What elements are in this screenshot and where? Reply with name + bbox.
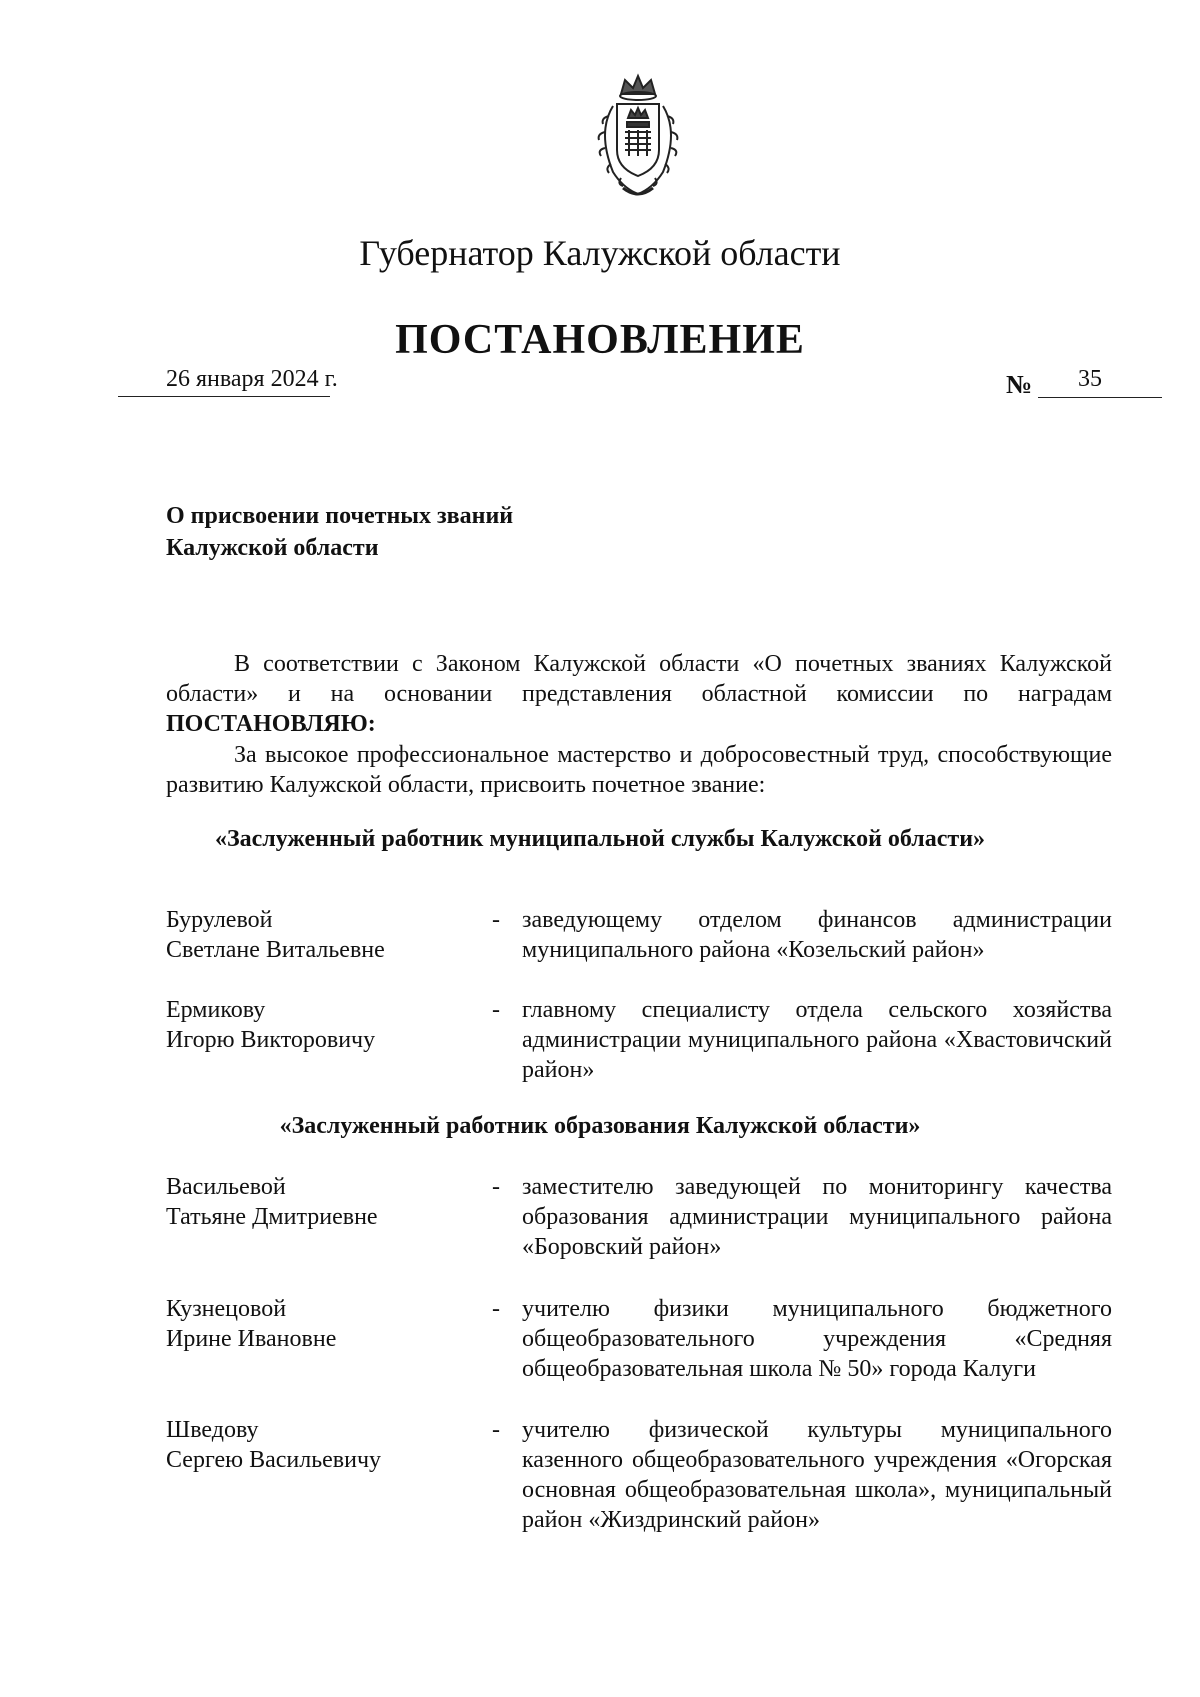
document-number: 35 — [1078, 366, 1102, 392]
recipient-name — [166, 1415, 466, 1475]
subject-line-2: Калужской области — [166, 535, 379, 561]
number-underline — [1038, 397, 1162, 398]
recipient-name — [166, 905, 466, 965]
subject-line-1: О присвоении почетных званий — [166, 503, 514, 529]
recipient-position: учителю физики муниципального бюджетного общеобразовательного учреждения «Средняя общеобразовательная школа № 50» города Калуги — [522, 1296, 1112, 1382]
recipient-position: заместителю заведующей по мониторингу качества образования администрации муниципального района «Боровский район» — [522, 1174, 1112, 1260]
document-type-heading: ПОСТАНОВЛЕНИЕ — [395, 317, 805, 363]
preamble-text: В соответствии с Законом Калужской области «О почетных званиях Калужской области» и на основании представления областной комиссии по наградам — [166, 651, 1112, 707]
award-paragraph — [166, 740, 1112, 800]
recipient-surname: Васильевой — [166, 1174, 286, 1200]
dash-separator: - — [492, 997, 500, 1023]
recipient-position: главному специалисту отдела сельского хозяйства администрации муниципального района «Хвастовичский район» — [522, 997, 1112, 1083]
recipient-surname: Бурулевой — [166, 907, 273, 933]
coat-of-arms-emblem — [583, 72, 693, 202]
recipient-name — [166, 1294, 466, 1354]
recipient-name — [166, 995, 466, 1055]
recipient-given-names: Сергею Васильевичу — [166, 1447, 382, 1473]
section-title: «Заслуженный работник муниципальной службы Калужской области» — [214, 826, 986, 852]
number-sign: № — [1006, 370, 1033, 399]
recipient-given-names: Игорю Викторовичу — [166, 1027, 376, 1053]
recipient-position: заведующему отделом финансов администрации муниципального района «Козельский район» — [522, 907, 1112, 963]
resolve-word: ПОСТАНОВЛЯЮ: — [166, 711, 376, 737]
recipient-surname: Ермикову — [166, 997, 266, 1023]
issuing-authority: Губернатор Калужской области — [359, 233, 841, 273]
dash-separator: - — [492, 907, 500, 933]
date-underline — [118, 396, 330, 397]
section-title: «Заслуженный работник образования Калужской области» — [279, 1113, 921, 1139]
recipient-surname: Шведову — [166, 1417, 259, 1443]
recipient-position: учителю физической культуры муниципального казенного общеобразовательного учреждения «Огорская основная общеобразовательная школа», муниципальный район «Жиздринский район» — [522, 1417, 1112, 1533]
recipient-given-names: Ирине Ивановне — [166, 1326, 337, 1352]
recipient-given-names: Татьяне Дмитриевне — [166, 1204, 378, 1230]
preamble-paragraph — [166, 649, 1112, 739]
recipient-name — [166, 1172, 466, 1232]
award-text: За высокое профессиональное мастерство и добросовестный труд, способствующие развитию Калужской области, присвоить почетное звание: — [166, 742, 1112, 798]
recipient-surname: Кузнецовой — [166, 1296, 287, 1322]
dash-separator: - — [492, 1174, 500, 1200]
dash-separator: - — [492, 1296, 500, 1322]
document-date: 26 января 2024 г. — [166, 366, 338, 392]
recipient-given-names: Светлане Витальевне — [166, 937, 385, 963]
document-subject — [166, 500, 513, 564]
dash-separator: - — [492, 1417, 500, 1443]
